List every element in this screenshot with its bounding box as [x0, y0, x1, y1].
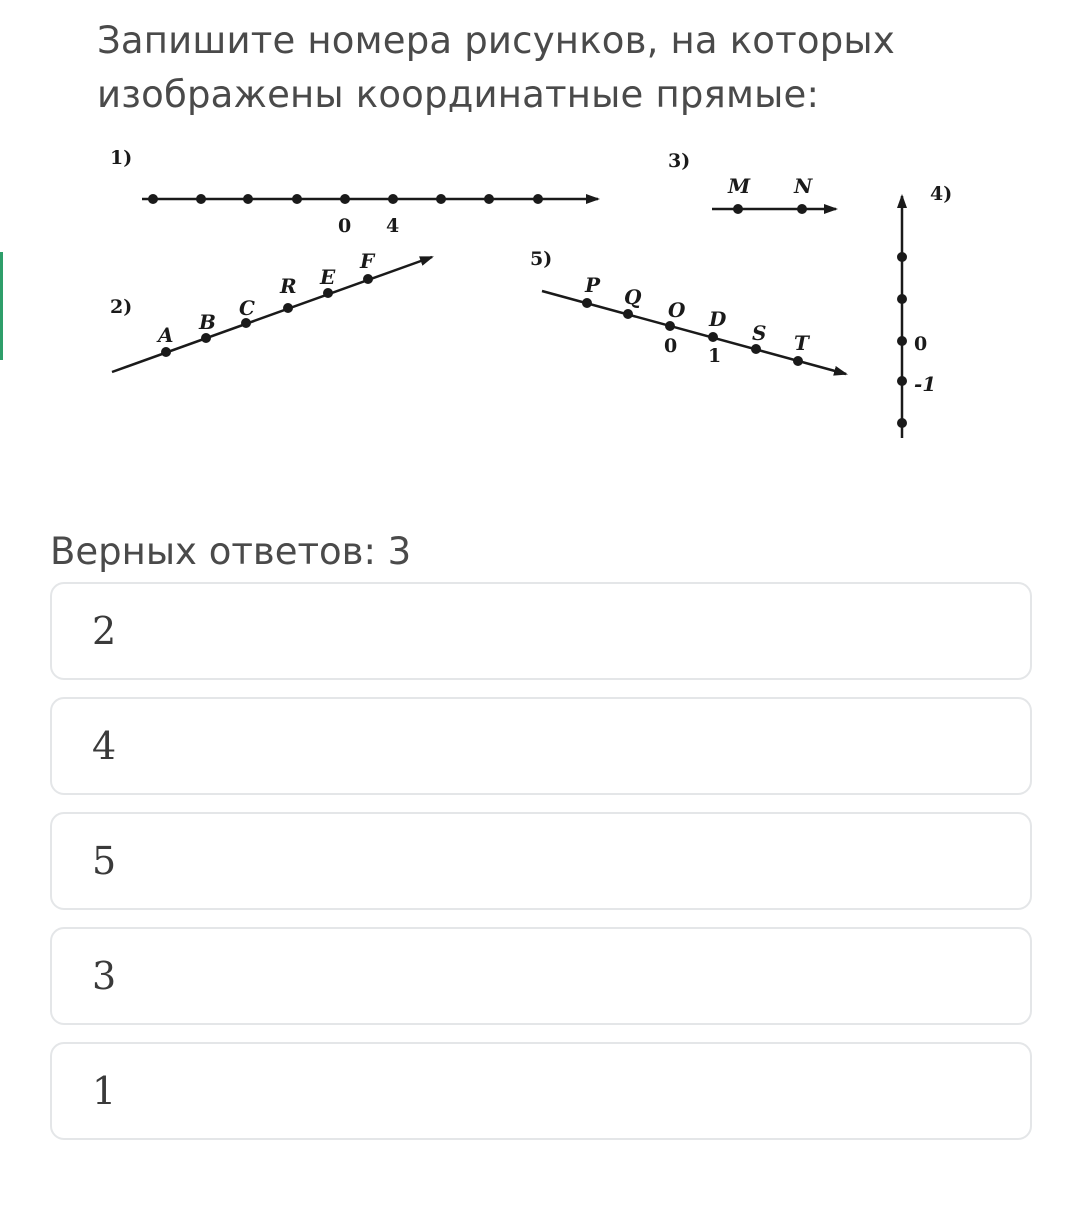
- figure-5-point-s: S: [752, 321, 767, 345]
- figure-1: [110, 147, 598, 237]
- figure-5-tick-0: 0: [664, 335, 678, 357]
- figure-2-point-b: B: [199, 310, 216, 334]
- figure-1-tick-4: 4: [386, 215, 400, 237]
- figure-1-number: 1): [110, 147, 133, 169]
- answer-options-list: [50, 582, 1032, 1157]
- answer-option-3[interactable]: [50, 927, 1032, 1025]
- answer-option-label: 1: [92, 1069, 117, 1113]
- figure-4-tick-0: 0: [914, 333, 928, 355]
- figure-5-point-d: D: [709, 307, 727, 331]
- figure-2-point-r: R: [280, 274, 297, 298]
- answer-option-2[interactable]: [50, 582, 1032, 680]
- figure-2-point-a: A: [158, 323, 174, 347]
- figure-2-number: 2): [110, 296, 133, 318]
- question-line-1: Запишите номера рисунков, на которых: [97, 19, 895, 62]
- figure-5-point-p: P: [585, 273, 601, 297]
- figure-4-number: 4): [930, 183, 953, 205]
- figure-5-point-t: T: [794, 331, 809, 355]
- figure-5-point-q: Q: [624, 285, 642, 309]
- figure-5-tick-1: 1: [708, 345, 722, 367]
- answer-option-label: 2: [92, 609, 117, 653]
- figure-2: [110, 249, 432, 372]
- answer-option-label: 4: [92, 724, 117, 768]
- figure-1-tick-0: 0: [338, 215, 352, 237]
- answer-option-5[interactable]: [50, 812, 1032, 910]
- figure-3-number: 3): [668, 150, 691, 172]
- coordinate-lines-figure: [0, 0, 1080, 480]
- figure-2-point-f: F: [360, 249, 375, 273]
- figure-3-point-n: N: [794, 174, 813, 198]
- answer-option-4[interactable]: [50, 697, 1032, 795]
- figure-2-point-c: C: [239, 296, 255, 320]
- figure-5-point-o: O: [668, 298, 686, 322]
- figure-3-point-m: M: [728, 174, 751, 198]
- figure-4-tick-minus-1: -1: [914, 372, 937, 396]
- figure-5: [530, 248, 846, 374]
- answer-option-1[interactable]: [50, 1042, 1032, 1140]
- figure-4: [897, 183, 952, 438]
- answer-option-label: 5: [92, 839, 117, 883]
- correct-answers-counter: Верных ответов: 3: [50, 530, 412, 573]
- question-line-2: изображены координатные прямые:: [97, 73, 820, 116]
- figure-2-point-e: E: [320, 265, 336, 289]
- figure-5-number: 5): [530, 248, 553, 270]
- figure-3: [668, 150, 836, 214]
- answer-option-label: 3: [92, 954, 117, 998]
